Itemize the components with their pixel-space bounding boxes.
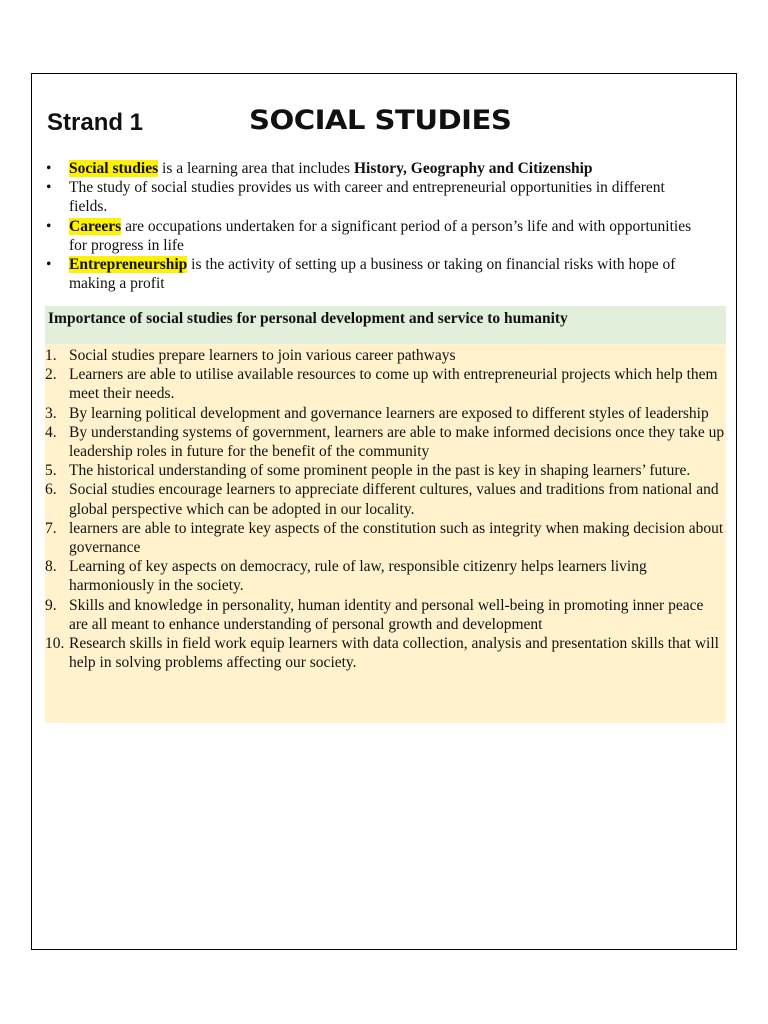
- list-item: [46, 255, 706, 293]
- bullet-text: The study of social studies provides us with career and entrepreneurial opportunities in different fields.: [69, 179, 665, 216]
- list-item: [45, 404, 725, 423]
- list-item: [45, 461, 725, 480]
- bold-term: History, Geography and Citizenship: [353, 160, 593, 177]
- item-number: 6.: [45, 481, 57, 499]
- list-item: [45, 557, 725, 595]
- bullet-icon: •: [46, 217, 52, 235]
- item-number: 3.: [45, 404, 57, 422]
- item-text: Learning of key aspects on democracy, rule of law, responsible citizenry helps learners living harmoniously in the society.: [69, 558, 647, 595]
- strand-label: Strand 1: [47, 109, 144, 136]
- importance-list: [45, 346, 725, 672]
- bullet-text: is the activity of setting up a business or taking on financial risks with hope of making a profit: [69, 256, 676, 293]
- item-number: 1.: [45, 347, 57, 364]
- title-row: [47, 105, 727, 145]
- item-text: The historical understanding of some prominent people in the past is key in shaping learners’ future.: [69, 462, 691, 480]
- section-heading-band: [45, 306, 726, 344]
- item-text: Learners are able to utilise available resources to come up with entrepreneurial projects which help them meet their needs.: [69, 366, 718, 403]
- item-number: 8.: [45, 558, 57, 576]
- highlighted-term: Careers: [69, 217, 122, 235]
- bullet-icon: •: [46, 256, 52, 274]
- item-text: Social studies prepare learners to join various career pathways: [69, 347, 456, 364]
- list-item: [46, 178, 706, 216]
- list-item: [45, 346, 725, 365]
- importance-list-band: [45, 344, 726, 723]
- list-item: [45, 596, 725, 634]
- list-item: [46, 159, 706, 178]
- page-frame: [31, 73, 737, 950]
- bullet-icon: •: [46, 160, 52, 177]
- list-item: [45, 423, 725, 461]
- item-number: 2.: [45, 366, 57, 384]
- item-text: learners are able to integrate key aspects of the constitution such as integrity when making decision about governance: [69, 519, 724, 557]
- list-item: [45, 519, 725, 557]
- bullet-text: are occupations undertaken for a significant period of a person’s life and with opportunities for progress in life: [69, 217, 692, 254]
- item-number: 7.: [45, 519, 57, 537]
- item-text: Social studies encourage learners to appreciate different cultures, values and traditions from national and global perspective which can be adopted in our locality.: [69, 481, 719, 518]
- item-text: Skills and knowledge in personality, human identity and personal well-being in promoting inner peace are all meant to enhance understanding of personal growth and development: [69, 596, 704, 633]
- highlighted-term: Entrepreneurship: [69, 256, 188, 274]
- list-item: [46, 217, 706, 255]
- item-text: By understanding systems of government, learners are able to make informed decisions once they take up leadership roles in future for the benefit of the community: [69, 423, 725, 461]
- item-number: 10.: [45, 635, 65, 653]
- list-item: [45, 634, 725, 672]
- item-number: 5.: [45, 462, 57, 480]
- item-text: Research skills in field work equip learners with data collection, analysis and presentation skills that will help in solving problems affecting our society.: [69, 635, 719, 672]
- item-number: 4.: [45, 423, 57, 441]
- bullet-icon: •: [46, 179, 52, 197]
- item-text: By learning political development and governance learners are exposed to different styles of leadership: [69, 404, 709, 422]
- list-item: [45, 365, 725, 403]
- bullet-text: is a learning area that includes: [158, 160, 354, 177]
- list-item: [45, 480, 725, 518]
- item-number: 9.: [45, 596, 57, 614]
- definition-list: [46, 159, 706, 293]
- page-title: SOCIAL STUDIES: [249, 105, 512, 136]
- highlighted-term: Social studies: [69, 160, 159, 177]
- section-heading: Importance of social studies for personal development and service to humanity: [48, 310, 568, 327]
